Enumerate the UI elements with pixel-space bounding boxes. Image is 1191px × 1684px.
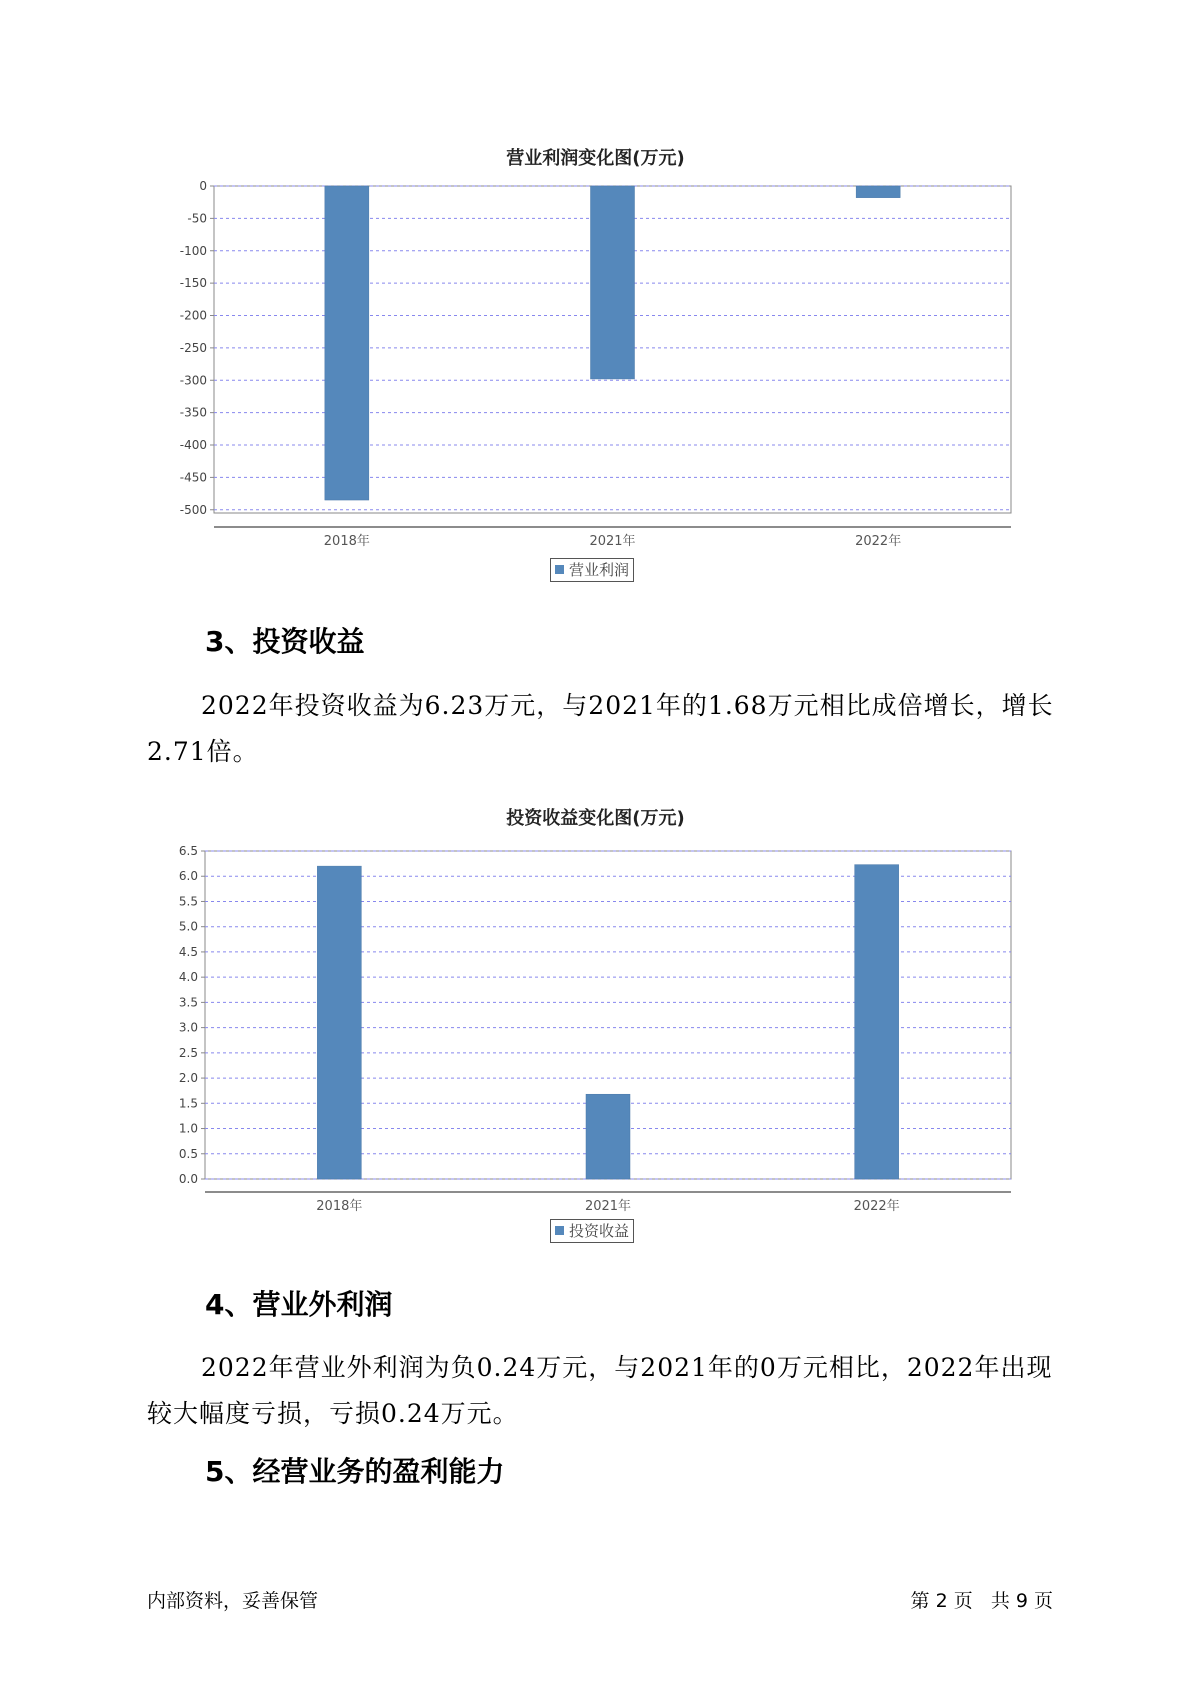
section-4-heading: 4、营业外利润 [205, 1288, 393, 1321]
chart2-title: 投资收益变化图(万元) [506, 808, 685, 829]
y-tick-label: 6.5 [178, 844, 198, 858]
footer-confidential-note: 内部资料，妥善保管 [147, 1590, 319, 1612]
x-tick-label: 2021年 [584, 1199, 632, 1214]
y-tick-label: 5.5 [178, 894, 198, 909]
y-tick-label: -400 [179, 438, 207, 453]
y-tick-label: 3.5 [178, 995, 198, 1010]
y-tick-label: 2.5 [178, 1045, 198, 1060]
y-tick-label: -100 [179, 243, 207, 258]
y-tick-label: -150 [179, 276, 207, 291]
bar-2022年 [855, 865, 899, 1179]
y-tick-label: 0.5 [178, 1146, 198, 1161]
investment-income-chart [0, 830, 1191, 1214]
bar-2022年 [856, 186, 900, 198]
y-tick-label: 5.0 [178, 919, 198, 934]
y-tick-label: 0.0 [178, 1172, 198, 1186]
section-3-paragraph: 2022年投资收益为6.23万元，与2021年的1.68万元相比成倍增长，增长2.71倍。 [147, 691, 1054, 766]
bar-2021年 [586, 1094, 630, 1179]
y-tick-label: -50 [187, 211, 207, 226]
section-5-heading: 5、经营业务的盈利能力 [205, 1455, 505, 1488]
y-tick-label: 4.0 [178, 970, 198, 985]
x-tick-label: 2022年 [853, 1199, 900, 1214]
bar-2021年 [591, 186, 635, 379]
y-tick-label: -500 [179, 502, 207, 517]
x-tick-label: 2021年 [589, 534, 636, 549]
y-tick-label: 2.0 [178, 1071, 198, 1086]
chart1-legend-label: 营业利润 [569, 561, 630, 579]
legend-swatch-icon [555, 1226, 564, 1235]
chart1-title: 营业利润变化图(万元) [506, 148, 685, 169]
x-tick-label: 2018年 [323, 534, 370, 549]
section-4-paragraph: 2022年营业外利润为负0.24万元，与2021年的0万元相比，2022年出现较大幅度亏损，亏损0.24万元。 [147, 1353, 1053, 1428]
y-tick-label: 6.0 [178, 869, 198, 884]
y-tick-label: -300 [179, 373, 207, 388]
operating-profit-chart [0, 170, 1191, 549]
y-tick-label: -450 [179, 470, 207, 485]
y-tick-label: 1.0 [178, 1121, 198, 1136]
chart1-legend [550, 558, 634, 582]
y-tick-label: 3.0 [178, 1020, 198, 1035]
y-tick-label: -350 [179, 405, 207, 420]
y-tick-label: -200 [179, 308, 207, 323]
chart2-legend-label: 投资收益 [569, 1222, 630, 1240]
y-tick-label: -250 [179, 340, 207, 355]
x-tick-label: 2022年 [855, 534, 902, 549]
x-tick-label: 2018年 [316, 1199, 363, 1214]
bar-2018年 [325, 186, 369, 500]
y-tick-label: 4.5 [178, 944, 198, 959]
legend-swatch-icon [555, 565, 564, 574]
y-tick-label: 1.5 [178, 1096, 198, 1111]
section-3-heading: 3、投资收益 [205, 625, 365, 658]
y-tick-label: 0 [199, 179, 207, 193]
bar-2018年 [317, 866, 361, 1179]
footer-page-number: 第 2 页 共 9 页 [910, 1590, 1053, 1612]
chart2-legend [550, 1219, 634, 1243]
